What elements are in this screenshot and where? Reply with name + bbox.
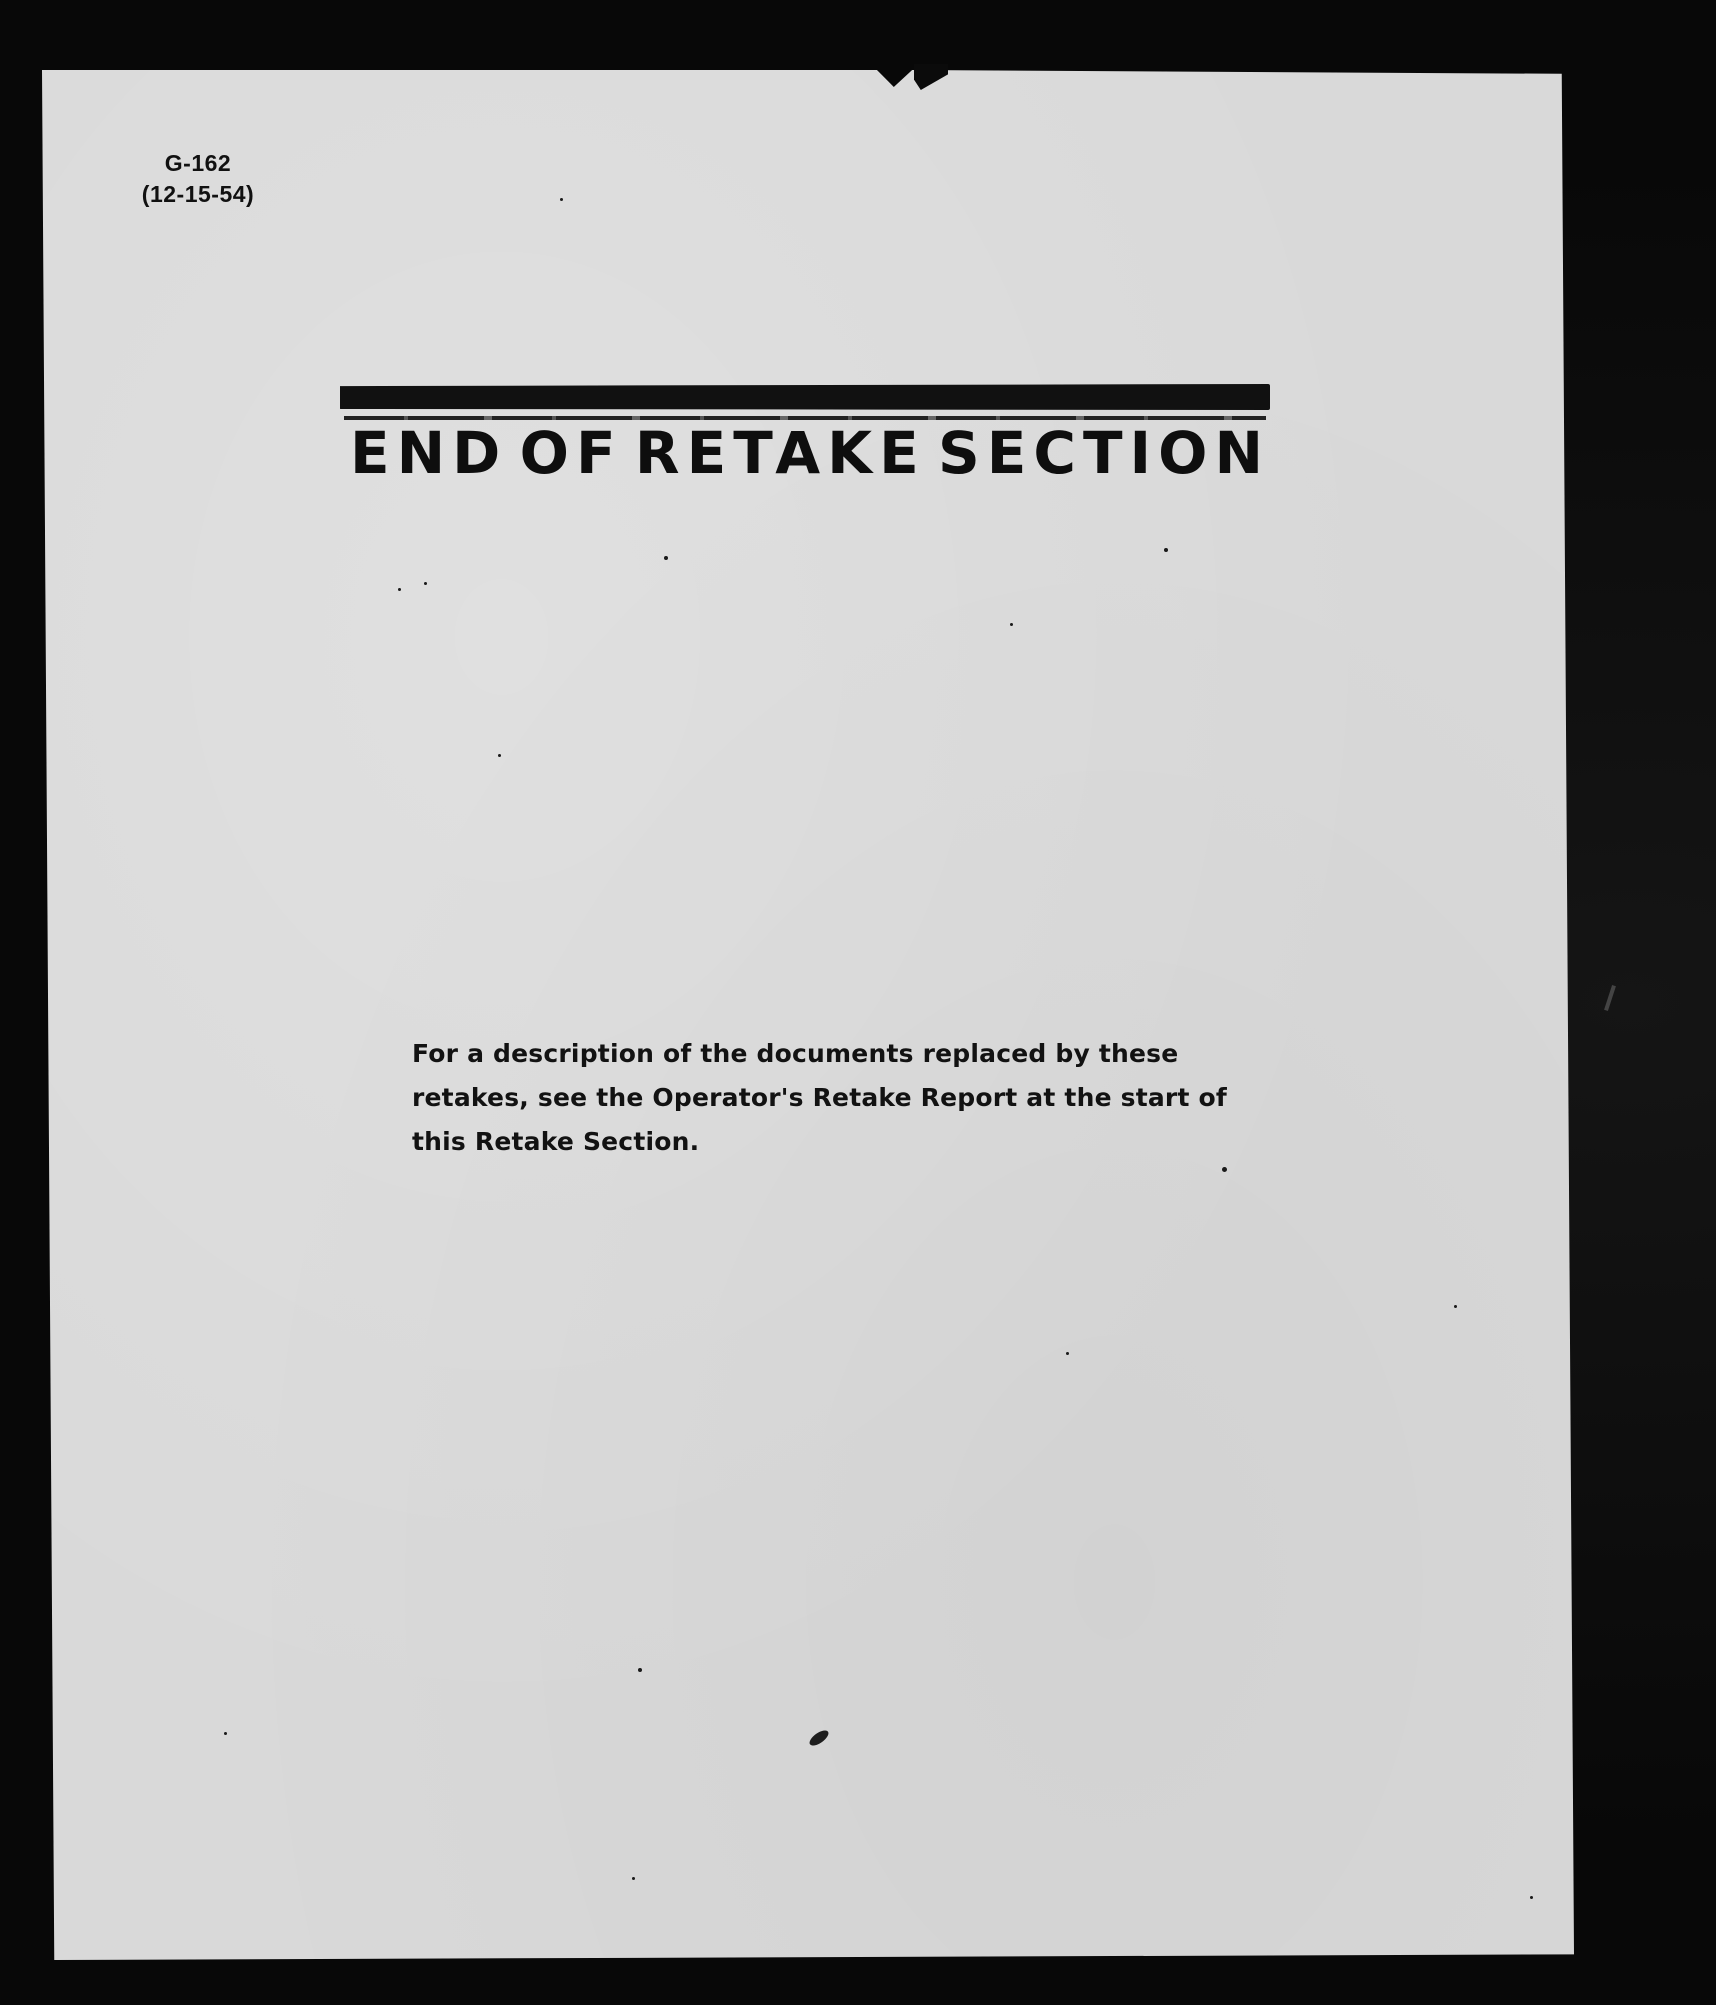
scan-speck xyxy=(1010,623,1013,626)
form-code: G-162 xyxy=(164,150,232,176)
scan-speck xyxy=(632,1877,635,1880)
retake-note: For a description of the documents replaced by these retakes, see the Operator's Retake Report at the start of this Retake Section. xyxy=(412,1039,1227,1156)
title-word-1: END xyxy=(350,419,508,487)
form-date: (12-15-54) xyxy=(141,181,255,207)
scan-speck xyxy=(638,1668,642,1672)
form-number xyxy=(138,148,258,210)
scan-speck xyxy=(1164,548,1168,552)
title-word-2: OF xyxy=(519,419,623,487)
scan-speck xyxy=(498,754,501,757)
scan-speck xyxy=(664,556,668,560)
scan-speck xyxy=(1222,1167,1227,1172)
scan-speck xyxy=(1530,1896,1533,1899)
title-word-3: RETAKE xyxy=(634,419,926,487)
scan-speck xyxy=(1454,1305,1457,1308)
scan-speck xyxy=(398,588,401,591)
scan-speck xyxy=(424,582,427,585)
title-word-4: SECTION xyxy=(938,419,1270,487)
document-page xyxy=(42,70,1574,1960)
scan-speck xyxy=(1066,1352,1069,1355)
scan-speck xyxy=(560,198,563,201)
scan-speck xyxy=(224,1732,227,1735)
page-title xyxy=(350,418,1270,488)
heading-rule-thick xyxy=(340,384,1270,410)
